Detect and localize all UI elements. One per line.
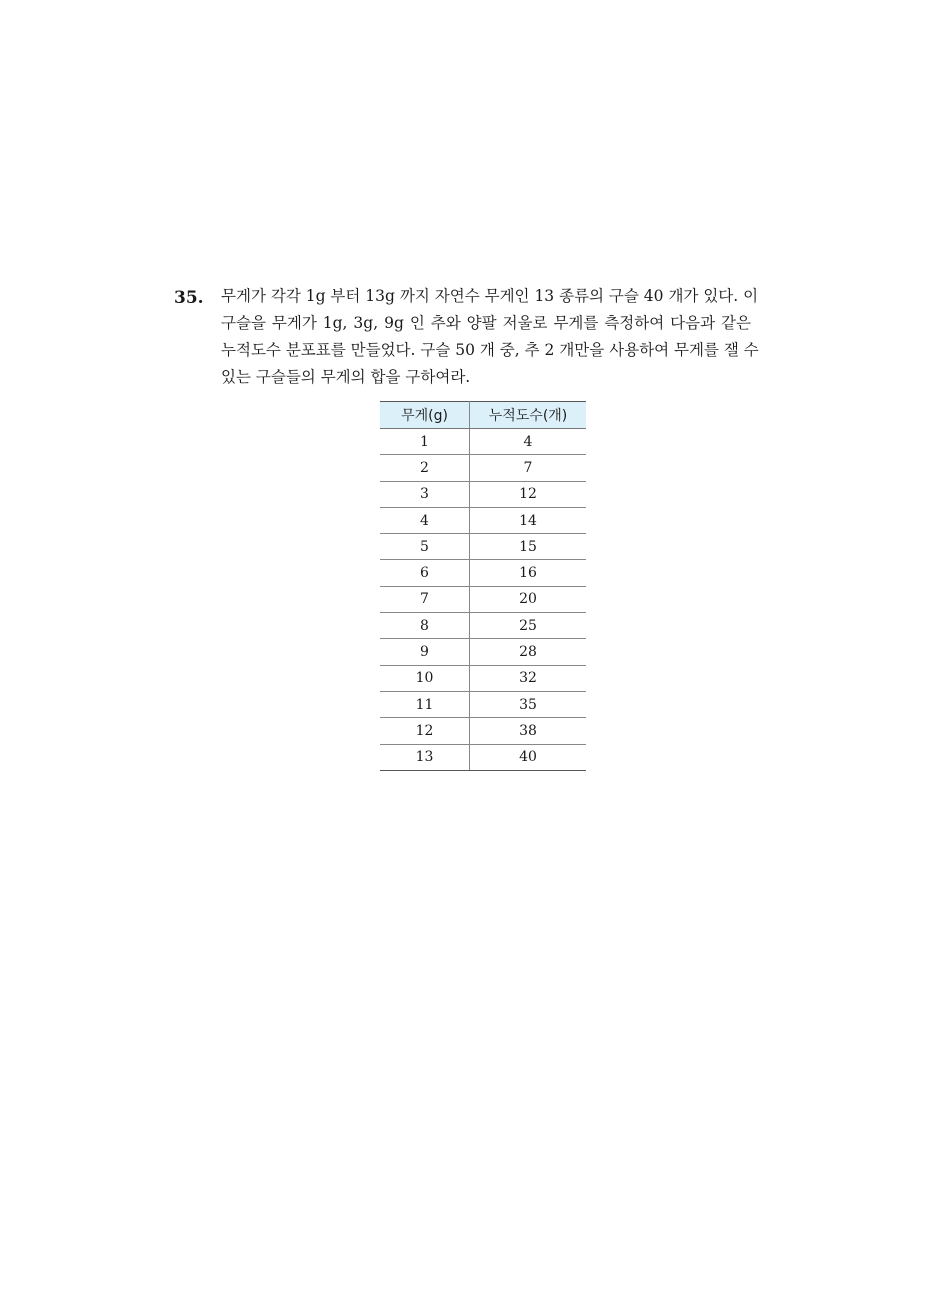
frequency-cell: 12 <box>470 481 587 507</box>
frequency-cell: 25 <box>470 613 587 639</box>
table-row <box>380 429 586 455</box>
frequency-cell: 35 <box>470 691 587 717</box>
table-row <box>380 560 586 586</box>
table-row <box>380 691 586 717</box>
weight-cell: 6 <box>380 560 470 586</box>
header-weight: 무게(g) <box>380 402 470 429</box>
frequency-cell: 40 <box>470 744 587 770</box>
table-row <box>380 481 586 507</box>
weight-cell: 3 <box>380 481 470 507</box>
frequency-cell: 4 <box>470 429 587 455</box>
table-row <box>380 534 586 560</box>
header-cumulative-frequency: 누적도수(개) <box>470 402 587 429</box>
table-row <box>380 718 586 744</box>
frequency-cell: 32 <box>470 665 587 691</box>
weight-cell: 5 <box>380 534 470 560</box>
problem-text-line: 무게가 각각 1g 부터 13g 까지 자연수 무게인 13 종류의 구슬 40 개가 있다. 이 <box>221 287 759 305</box>
problem-text-line: 누적도수 분포표를 만들었다. 구슬 50 개 중, 추 2 개만을 사용하여 무게를 잴 수 <box>221 341 759 359</box>
weight-cell: 13 <box>380 744 470 770</box>
problem-text <box>221 283 759 391</box>
weight-cell: 4 <box>380 507 470 533</box>
problem-text-line: 구슬을 무게가 1g, 3g, 9g 인 추와 양팔 저울로 무게를 측정하여 다음과 같은 <box>221 314 751 332</box>
weight-cell: 7 <box>380 586 470 612</box>
weight-cell: 8 <box>380 613 470 639</box>
table-row <box>380 665 586 691</box>
table-row <box>380 455 586 481</box>
weight-cell: 11 <box>380 691 470 717</box>
weight-cell: 12 <box>380 718 470 744</box>
table-row <box>380 586 586 612</box>
frequency-cell: 38 <box>470 718 587 744</box>
frequency-cell: 7 <box>470 455 587 481</box>
frequency-cell: 16 <box>470 560 587 586</box>
problem-text-line: 있는 구슬들의 무게의 합을 구하여라. <box>221 368 471 386</box>
table-header-row <box>380 402 586 429</box>
cumulative-frequency-table <box>380 401 586 771</box>
weight-cell: 1 <box>380 429 470 455</box>
table-row <box>380 639 586 665</box>
table-row <box>380 744 586 770</box>
weight-cell: 10 <box>380 665 470 691</box>
frequency-cell: 20 <box>470 586 587 612</box>
frequency-cell: 28 <box>470 639 587 665</box>
frequency-cell: 15 <box>470 534 587 560</box>
frequency-cell: 14 <box>470 507 587 533</box>
problem-number: 35. <box>174 288 204 308</box>
table-row <box>380 507 586 533</box>
weight-cell: 2 <box>380 455 470 481</box>
table-row <box>380 613 586 639</box>
weight-cell: 9 <box>380 639 470 665</box>
